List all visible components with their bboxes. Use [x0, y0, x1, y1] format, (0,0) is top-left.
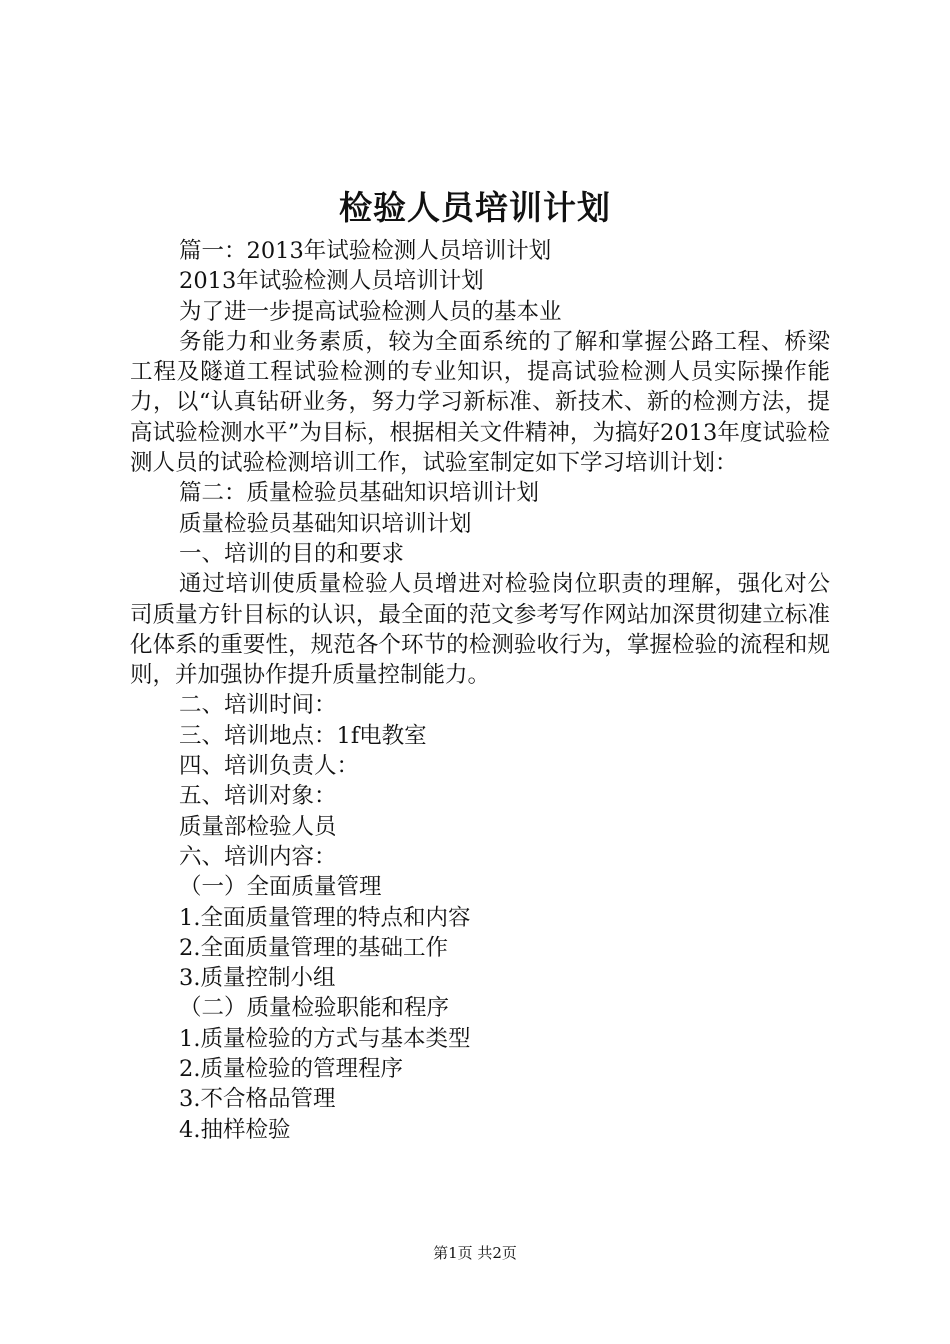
body-line: 篇二：质量检验员基础知识培训计划: [179, 480, 540, 507]
document-title: 检验人员培训计划: [339, 188, 611, 227]
page-footer: 第1页 共2页: [433, 1244, 517, 1262]
document-body: [130, 236, 830, 1145]
body-line: 五、培训对象：: [179, 783, 337, 810]
body-line: 二、培训时间：: [179, 692, 337, 719]
body-line: 一、培训的目的和要求: [179, 540, 405, 567]
body-line: （二）质量检验职能和程序: [179, 995, 450, 1022]
body-line: 2.质量检验的管理程序: [179, 1056, 403, 1083]
body-line: 3.质量控制小组: [179, 965, 336, 992]
body-line: 1.全面质量管理的特点和内容: [179, 904, 471, 931]
body-line: 质量部检验人员: [179, 813, 337, 840]
body-line: 六、培训内容：: [179, 843, 337, 870]
body-line: 为了进一步提高试验检测人员的基本业: [179, 298, 562, 325]
body-line: 质量检验员基础知识培训计划: [179, 510, 472, 537]
body-line: 2.全面质量管理的基础工作: [179, 934, 448, 961]
body-line: 1.质量检验的方式与基本类型: [179, 1025, 471, 1052]
body-line: 2013年试验检测人员培训计划: [179, 268, 484, 295]
body-line: 篇一：2013年试验检测人员培训计划: [179, 238, 552, 264]
body-line: （一）全面质量管理: [179, 874, 382, 901]
body-paragraph: 务能力和业务素质，较为全面系统的了解和掌握公路工程、桥梁工程及隧道工程试验检测的专业知识，提高试验检测人员实际操作能力，以“认真钻研业务，努力学习新标准、新技术、新的检测方法，提高试验检测水平”为目标，根据相关文件精神，为搞好2013年度试验检测人员的试验检测培训工作，试验室制定如下学习培训计划：: [130, 328, 830, 477]
body-paragraph: 通过培训使质量检验人员增进对检验岗位职责的理解，强化对公司质量方针目标的认识，最全面的范文参考写作网站加深贯彻建立标准化体系的重要性，规范各个环节的检测验收行为，掌握检验的流程和规则，并加强协作提升质量控制能力。: [130, 571, 830, 689]
body-line: 三、培训地点：1f电教室: [179, 722, 427, 749]
body-line: 四、培训负责人：: [179, 753, 360, 780]
body-line: 3.不合格品管理: [179, 1086, 336, 1113]
body-line: 4.抽样检验: [179, 1116, 291, 1143]
